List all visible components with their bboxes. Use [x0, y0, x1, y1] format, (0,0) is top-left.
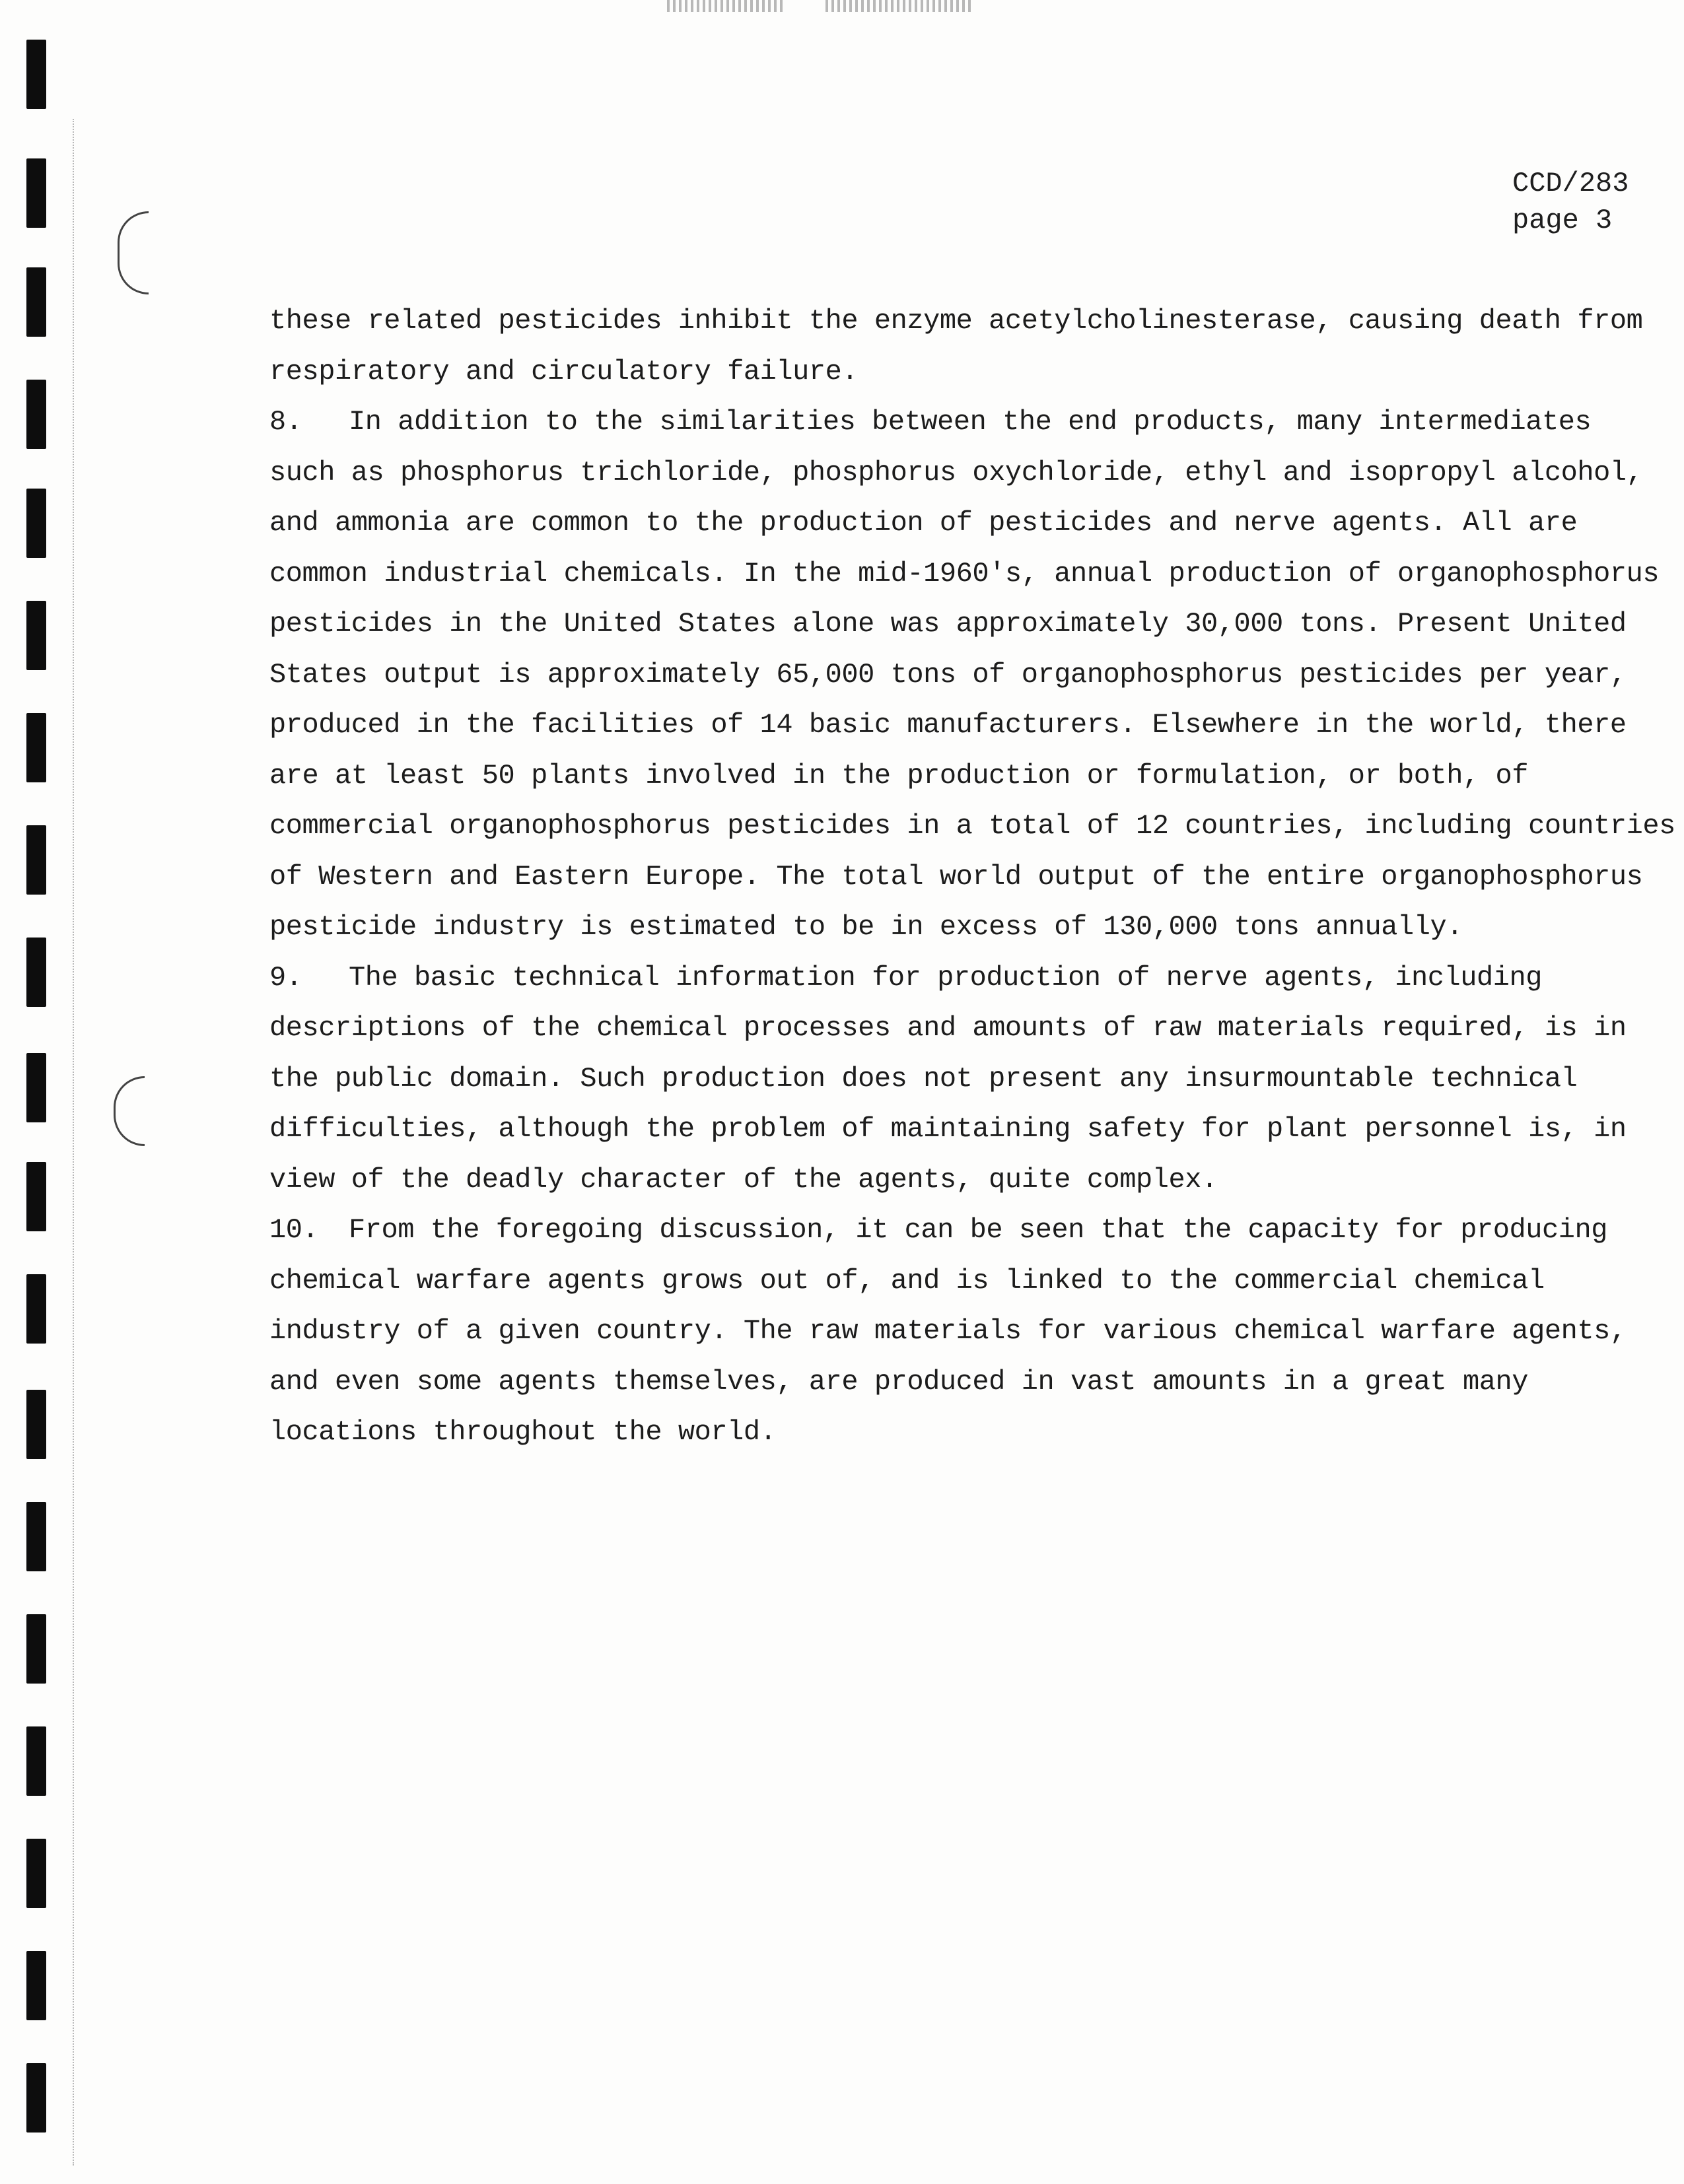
punch-hole	[26, 40, 46, 109]
document-reference: CCD/283	[1512, 168, 1629, 199]
text-line	[269, 347, 1683, 397]
line-text: the public domain. Such production does not present any insurmountable technical	[269, 1062, 1578, 1095]
text-line	[269, 953, 1683, 1004]
line-text: industry of a given country. The raw materials for various chemical warfare agents,	[269, 1315, 1627, 1347]
paragraph-number: 10.	[269, 1214, 319, 1246]
text-line	[269, 397, 1683, 448]
text-line	[269, 801, 1683, 852]
punch-hole	[26, 601, 46, 670]
line-text: respiratory and circulatory failure.	[269, 355, 859, 388]
punch-hole	[26, 158, 46, 228]
text-line	[269, 599, 1683, 650]
punch-hole	[26, 489, 46, 558]
punch-hole	[26, 1502, 46, 1571]
punch-hole	[26, 713, 46, 782]
document-body	[269, 296, 1683, 1458]
paragraph-number: 9.	[269, 961, 302, 994]
text-line	[269, 1205, 1683, 1256]
text-line	[269, 902, 1683, 953]
line-text: produced in the facilities of 14 basic manufacturers. Elsewhere in the world, there	[269, 709, 1627, 741]
punch-hole	[26, 825, 46, 895]
text-line	[269, 1054, 1683, 1105]
margin-dotted-rule	[73, 119, 74, 2166]
text-line	[269, 700, 1683, 751]
line-text: pesticide industry is estimated to be in excess of 130,000 tons annually.	[269, 911, 1463, 943]
text-line	[269, 1104, 1683, 1155]
punch-hole	[26, 1839, 46, 1908]
line-text: are at least 50 plants involved in the production or formulation, or both, of	[269, 759, 1529, 792]
margin-bracket-mark	[114, 1076, 145, 1146]
punch-hole	[26, 1951, 46, 2020]
page-number: page 3	[1512, 205, 1613, 236]
line-text: these related pesticides inhibit the enzyme acetylcholinesterase, causing death from	[269, 305, 1643, 337]
punch-hole	[26, 2063, 46, 2133]
document-header	[1512, 165, 1629, 239]
text-line	[269, 1407, 1683, 1458]
line-text: From the foregoing discussion, it can be seen that the capacity for producing	[349, 1214, 1608, 1246]
punch-hole	[26, 1274, 46, 1344]
text-line	[269, 448, 1683, 498]
line-text: The basic technical information for production of nerve agents, including	[349, 961, 1543, 994]
line-text: descriptions of the chemical processes and amounts of raw materials required, is in	[269, 1012, 1627, 1044]
text-line	[269, 650, 1683, 700]
text-line	[269, 1306, 1683, 1357]
punch-hole	[26, 380, 46, 449]
paragraph-number: 8.	[269, 406, 302, 438]
line-text: locations throughout the world.	[269, 1416, 777, 1448]
scan-artifact-top	[667, 0, 786, 12]
punch-hole	[26, 1162, 46, 1231]
punch-hole	[26, 1390, 46, 1459]
text-line	[269, 1003, 1683, 1054]
text-line	[269, 852, 1683, 903]
text-line	[269, 1155, 1683, 1206]
text-line	[269, 498, 1683, 549]
text-line	[269, 549, 1683, 599]
line-text: view of the deadly character of the agents, quite complex.	[269, 1163, 1218, 1196]
punch-hole	[26, 1053, 46, 1122]
line-text: such as phosphorus trichloride, phosphorus oxychloride, ethyl and isopropyl alcohol,	[269, 456, 1643, 489]
text-line	[269, 1256, 1683, 1307]
line-text: States output is approximately 65,000 tons of organophosphorus pesticides per year,	[269, 658, 1627, 691]
line-text: and ammonia are common to the production of pesticides and nerve agents. All are	[269, 507, 1578, 539]
binder-punch-strip	[26, 40, 53, 2179]
line-text: of Western and Eastern Europe. The total world output of the entire organophosphorus	[269, 860, 1643, 893]
line-text: pesticides in the United States alone was approximately 30,000 tons. Present United	[269, 608, 1627, 640]
text-line	[269, 751, 1683, 802]
margin-bracket-mark	[118, 211, 149, 294]
line-text: commercial organophosphorus pesticides in a total of 12 countries, including countries	[269, 810, 1675, 842]
line-text: difficulties, although the problem of maintaining safety for plant personnel is, in	[269, 1113, 1627, 1145]
line-text: In addition to the similarities between the end products, many intermediates	[349, 406, 1592, 438]
scan-artifact-top	[825, 0, 971, 12]
text-line	[269, 1357, 1683, 1408]
line-text: chemical warfare agents grows out of, and is linked to the commercial chemical	[269, 1264, 1545, 1297]
text-line	[269, 296, 1683, 347]
line-text: common industrial chemicals. In the mid-1960's, annual production of organophosphorus	[269, 557, 1660, 590]
line-text: and even some agents themselves, are produced in vast amounts in a great many	[269, 1365, 1529, 1398]
punch-hole	[26, 267, 46, 337]
punch-hole	[26, 938, 46, 1007]
punch-hole	[26, 1726, 46, 1796]
punch-hole	[26, 1614, 46, 1684]
